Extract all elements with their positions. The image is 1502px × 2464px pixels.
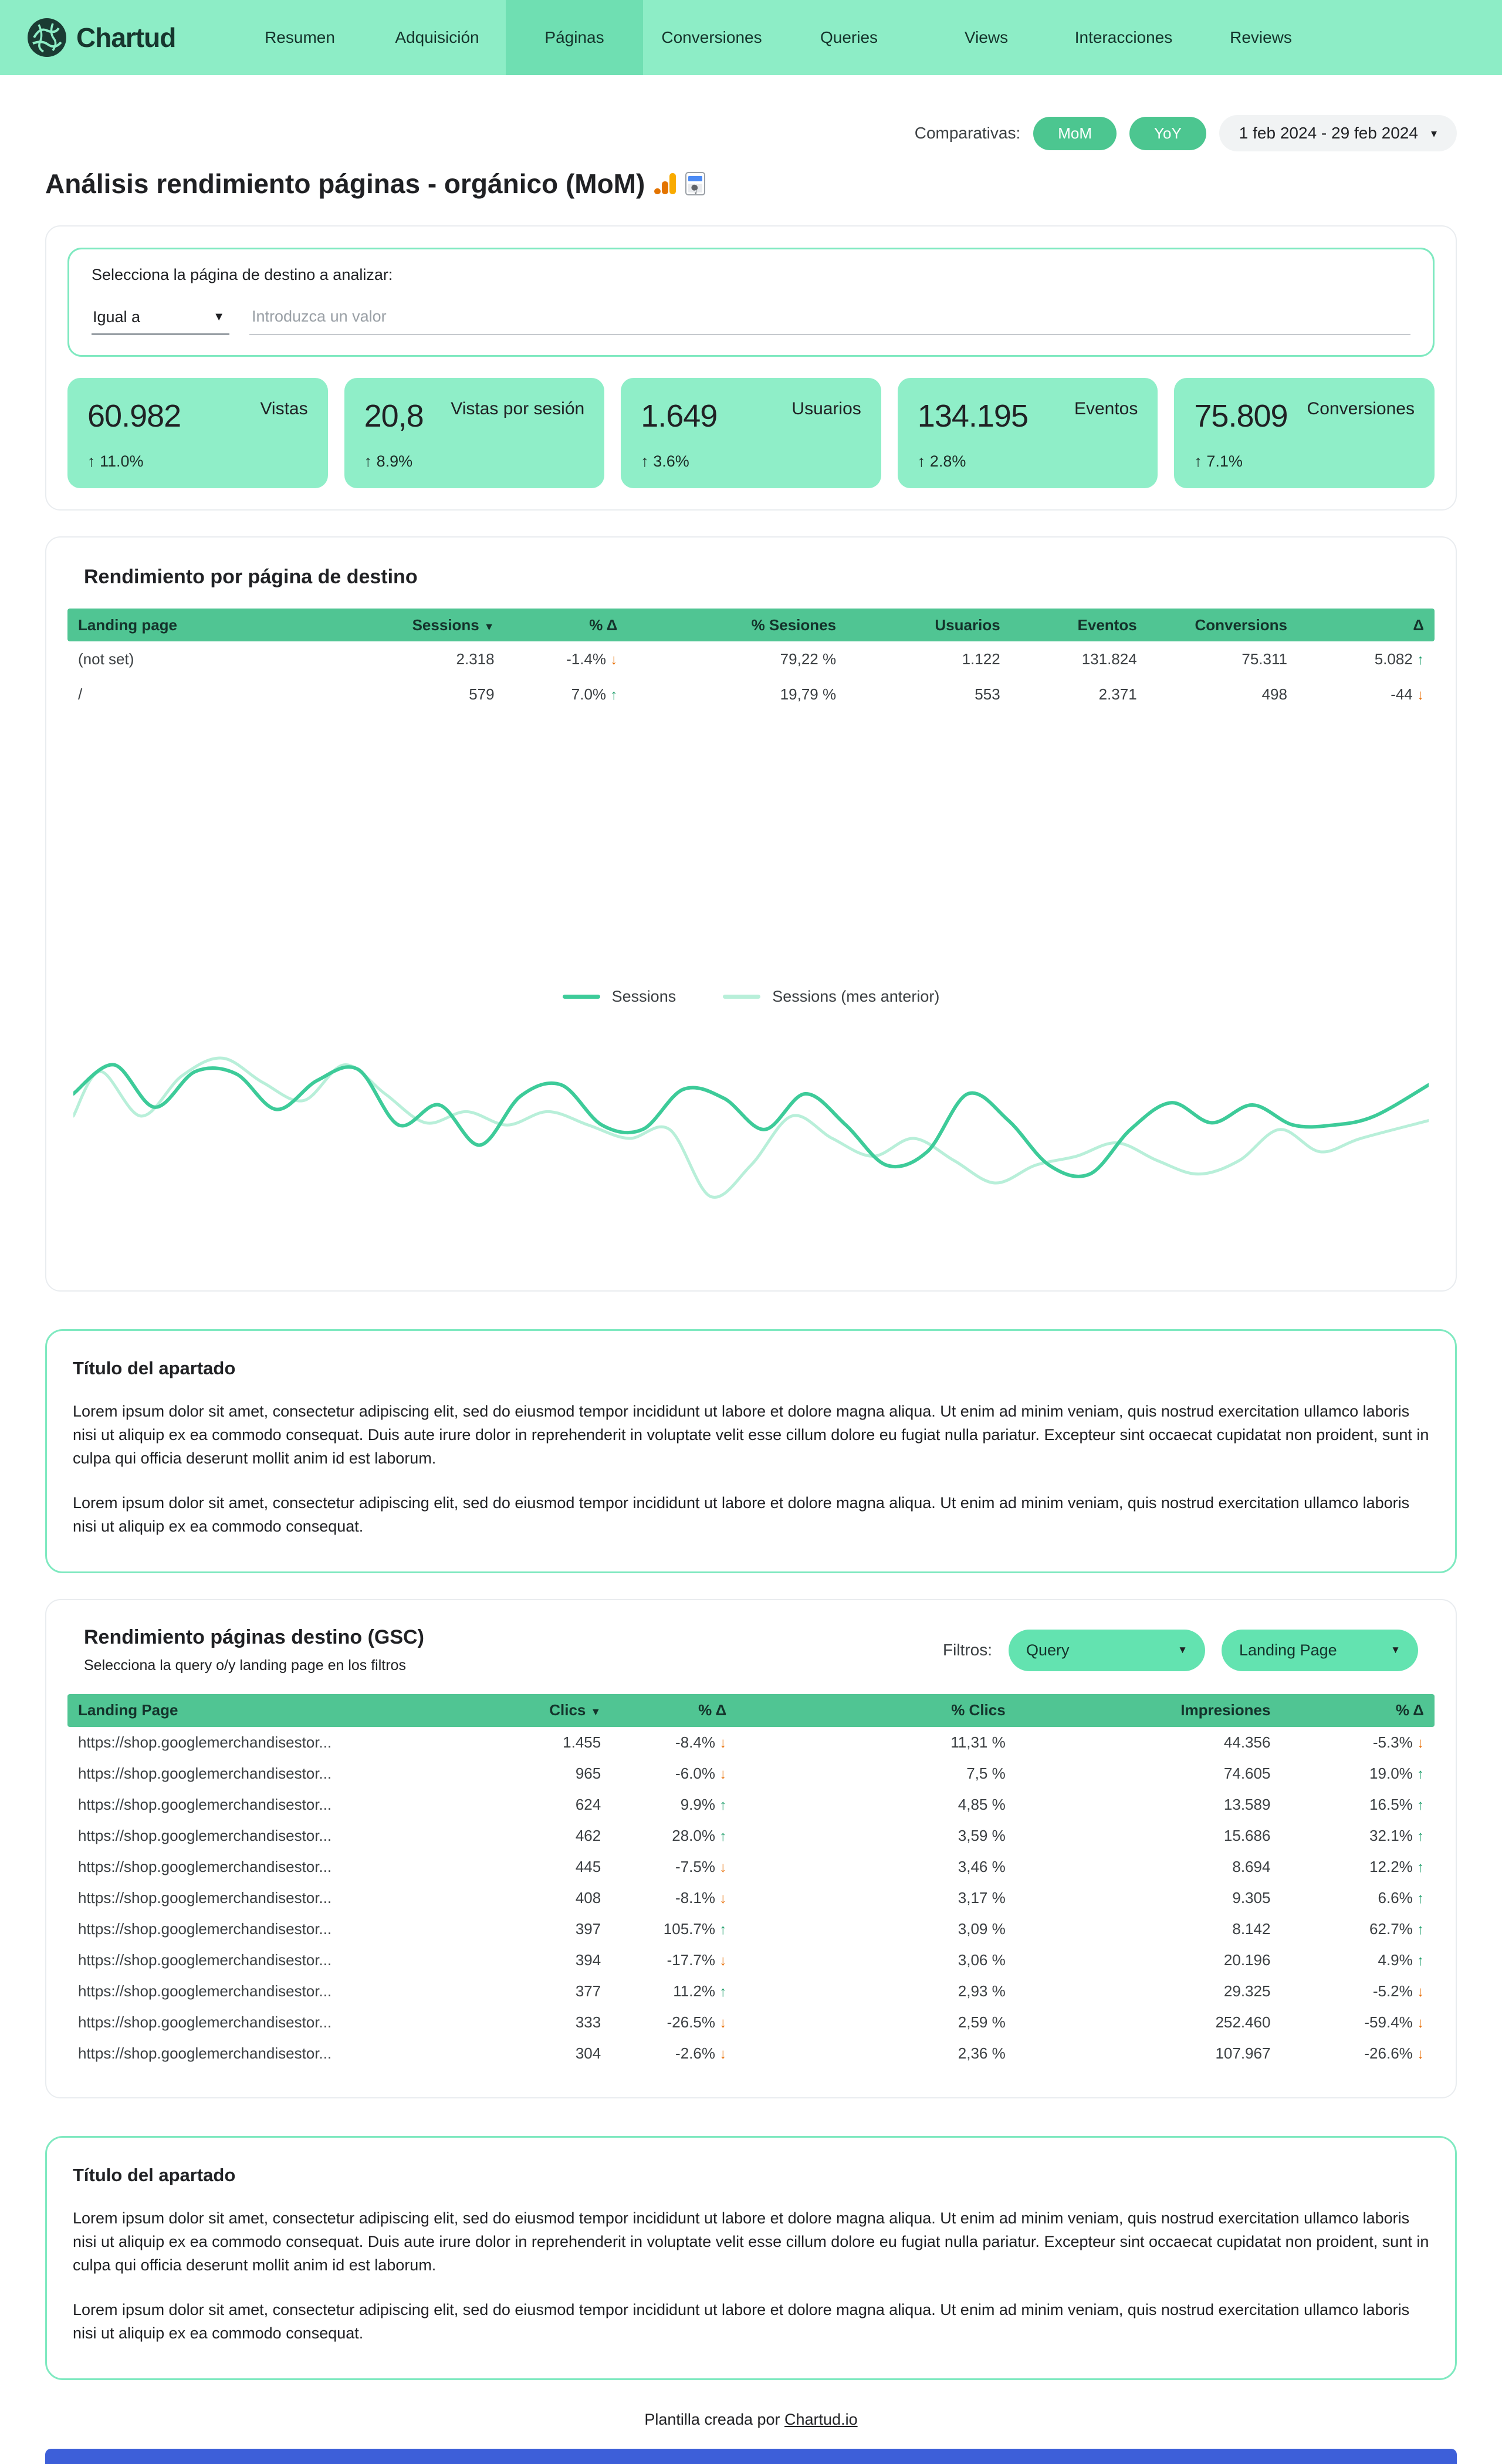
table-cell: https://shop.googlemerchandisestor... <box>78 1888 332 1907</box>
bottom-blue-bar <box>45 2449 1457 2464</box>
chartud-logo[interactable] <box>26 16 219 59</box>
tab-queries[interactable]: Queries <box>780 0 918 75</box>
delta-cell: 5.082 ↑ <box>1374 650 1424 668</box>
down-arrow-icon: ↓ <box>719 1735 727 1751</box>
page-title <box>45 168 1457 200</box>
delta-cell: 11.2% ↑ <box>673 1982 727 2000</box>
table-cell: 29.325 <box>1223 1982 1271 2000</box>
down-arrow-icon: ↓ <box>1417 2046 1424 2062</box>
delta-cell: 9.9% ↑ <box>680 1795 727 1813</box>
chevron-down-icon: ▼ <box>213 310 225 323</box>
table-cell: https://shop.googlemerchandisestor... <box>78 2013 332 2031</box>
table-row <box>67 2038 1435 2069</box>
up-arrow-icon: ↑ <box>917 452 926 470</box>
chart-line-sessions <box>73 1064 1429 1176</box>
table-cell: 252.460 <box>1215 2013 1271 2031</box>
filter-kpi-card <box>45 225 1457 511</box>
up-arrow-icon: ↑ <box>87 452 96 470</box>
column-header-clics: % Clics <box>737 1694 1016 1727</box>
delta-cell: 7.0% ↑ <box>571 685 618 703</box>
up-arrow-icon: ↑ <box>1417 1828 1424 1844</box>
table-cell: 3,46 % <box>958 1857 1006 1875</box>
gsc-title-block <box>84 1626 424 1674</box>
table-row <box>67 1976 1435 2007</box>
section-note-1 <box>45 1329 1457 1573</box>
delta-cell: -44 ↓ <box>1391 685 1424 703</box>
footer-text: Plantilla creada por <box>644 2410 785 2428</box>
table-cell: 2.318 <box>456 650 495 668</box>
sort-caret-icon: ▼ <box>483 620 495 633</box>
column-header-eventos: Eventos <box>1011 609 1148 641</box>
table-cell: 2,93 % <box>958 1982 1006 2000</box>
top-nav <box>0 0 1502 75</box>
note-paragraph: Lorem ipsum dolor sit amet, consectetur adipiscing elit, sed do eiusmod tempor incididunt ut labore et dolore magna aliqua. Ut enim ad minim veniam, quis nostrud exercitation ullamco laboris nisi ut aliquip ex ea commodo consequat. <box>73 1493 1410 1535</box>
kpi-delta: ↑ 11.0% <box>87 452 144 470</box>
up-arrow-icon: ↑ <box>719 1828 727 1844</box>
column-header-impresiones: Impresiones <box>1016 1694 1281 1727</box>
filter-value-input[interactable] <box>249 304 1410 335</box>
table-cell: 553 <box>975 685 1000 703</box>
down-arrow-icon: ↓ <box>1417 2015 1424 2031</box>
kpi-value: 1.649 <box>641 398 718 434</box>
delta-cell: -1.4% ↓ <box>566 650 618 668</box>
kpi-card-vistas-por-sesion <box>344 378 605 488</box>
table-row <box>67 1727 1435 1758</box>
table-cell: 2,59 % <box>958 2013 1006 2031</box>
column-header-: % Δ <box>1281 1694 1435 1727</box>
table-cell: 579 <box>469 685 495 703</box>
delta-cell: 16.5% ↑ <box>1369 1795 1424 1813</box>
gsc-title: Rendimiento páginas destino (GSC) <box>84 1625 424 1648</box>
gsc-filters <box>943 1630 1418 1671</box>
up-arrow-icon: ↑ <box>1417 1952 1424 1969</box>
table-cell: 445 <box>575 1857 601 1875</box>
down-arrow-icon: ↓ <box>719 2046 727 2062</box>
gsc-subtitle: Selecciona la query o/y landing page en los filtros <box>84 1657 406 1674</box>
table-row <box>67 1789 1435 1820</box>
table-cell: https://shop.googlemerchandisestor... <box>78 1764 332 1782</box>
google-analytics-icon <box>653 171 679 197</box>
footer <box>45 2411 1457 2429</box>
chartud-link[interactable]: Chartud.io <box>784 2410 858 2428</box>
table-cell: 2,36 % <box>958 2044 1006 2062</box>
table-cell: 11,31 % <box>950 1733 1006 1751</box>
gsc-table <box>67 1694 1435 2069</box>
delta-cell: -8.4% ↓ <box>675 1733 727 1751</box>
gsc-header <box>67 1626 1435 1674</box>
column-header-sesiones: % Sesiones <box>628 609 847 641</box>
table-cell: 8.142 <box>1232 1919 1271 1938</box>
tab-adquisicion[interactable]: Adquisición <box>368 0 506 75</box>
delta-cell: 32.1% ↑ <box>1369 1826 1424 1844</box>
sessions-chart <box>67 1027 1435 1253</box>
tab-resumen[interactable]: Resumen <box>231 0 368 75</box>
table-cell: https://shop.googlemerchandisestor... <box>78 1857 332 1875</box>
kpi-label: Vistas <box>260 399 308 418</box>
down-arrow-icon: ↓ <box>719 1952 727 1969</box>
table-cell: 3,17 % <box>958 1888 1006 1907</box>
kpi-label: Conversiones <box>1307 399 1415 418</box>
table-cell: 394 <box>575 1951 601 1969</box>
landing-performance-card <box>45 536 1457 1292</box>
table-cell: 13.589 <box>1223 1795 1271 1813</box>
up-arrow-icon: ↑ <box>719 1921 727 1938</box>
delta-cell: -5.3% ↓ <box>1372 1733 1424 1751</box>
operator-value: Igual a <box>93 308 141 326</box>
table-cell: 74.605 <box>1223 1764 1271 1782</box>
delta-cell: -26.6% ↓ <box>1364 2044 1424 2062</box>
up-arrow-icon: ↑ <box>719 1983 727 2000</box>
table-cell: 131.824 <box>1081 650 1137 668</box>
kpi-card-conversiones <box>1174 378 1435 488</box>
delta-cell: -8.1% ↓ <box>675 1888 727 1907</box>
column-header-usuarios: Usuarios <box>847 609 1011 641</box>
delta-cell: 105.7% ↑ <box>663 1919 727 1938</box>
table-cell: 7,5 % <box>966 1764 1006 1782</box>
up-arrow-icon: ↑ <box>1417 1766 1424 1782</box>
table-cell: 304 <box>575 2044 601 2062</box>
delta-cell: 62.7% ↑ <box>1369 1919 1424 1938</box>
up-arrow-icon: ↑ <box>641 452 649 470</box>
table-cell: 3,59 % <box>958 1826 1006 1844</box>
column-header-landing-page: Landing page <box>67 609 368 641</box>
delta-cell: -26.5% ↓ <box>667 2013 727 2031</box>
table-cell: https://shop.googlemerchandisestor... <box>78 1795 332 1813</box>
table-cell: 965 <box>575 1764 601 1782</box>
table-row <box>67 641 1435 677</box>
down-arrow-icon: ↓ <box>1417 1983 1424 2000</box>
table-cell: 3,09 % <box>958 1919 1006 1938</box>
column-header-sessions[interactable]: Sessions ▼ <box>368 609 505 641</box>
down-arrow-icon: ↓ <box>610 651 618 668</box>
column-header-landing-page: Landing Page <box>67 1694 486 1727</box>
column-header-: % Δ <box>505 609 628 641</box>
column-header-conversions: Conversions <box>1148 609 1298 641</box>
legend-item-sessions <box>563 988 676 1006</box>
table-cell: 4,85 % <box>958 1795 1006 1813</box>
table-row <box>67 1914 1435 1945</box>
kpi-delta: ↑ 2.8% <box>917 452 966 470</box>
tab-views[interactable]: Views <box>918 0 1055 75</box>
chart-legend <box>67 988 1435 1006</box>
up-arrow-icon: ↑ <box>610 687 618 703</box>
table-row <box>67 2007 1435 2038</box>
date-range-label: 1 feb 2024 - 29 feb 2024 <box>1239 124 1418 142</box>
filter-controls <box>92 304 1410 335</box>
mom-button[interactable]: MoM <box>1033 117 1117 150</box>
table-cell: 377 <box>575 1982 601 2000</box>
kpi-card-eventos <box>898 378 1158 488</box>
table-cell: 397 <box>575 1919 601 1938</box>
tab-reviews[interactable]: Reviews <box>1192 0 1330 75</box>
down-arrow-icon: ↓ <box>719 2015 727 2031</box>
table-row <box>67 1758 1435 1789</box>
table-cell: 2.371 <box>1098 685 1137 703</box>
table-cell: (not set) <box>78 650 134 668</box>
legend-label: Sessions <box>611 988 676 1005</box>
delta-cell: -2.6% ↓ <box>675 2044 727 2062</box>
down-arrow-icon: ↓ <box>719 1766 727 1782</box>
table-cell: 1.122 <box>962 650 1000 668</box>
up-arrow-icon: ↑ <box>1417 1797 1424 1813</box>
up-arrow-icon: ↑ <box>1417 651 1424 668</box>
date-range-selector[interactable] <box>1219 115 1457 151</box>
delta-cell: 28.0% ↑ <box>672 1826 727 1844</box>
table-cell: 624 <box>575 1795 601 1813</box>
table-cell: https://shop.googlemerchandisestor... <box>78 1919 332 1938</box>
gsc-table-header-row <box>67 1694 1435 1727</box>
down-arrow-icon: ↓ <box>1417 687 1424 703</box>
up-arrow-icon: ↑ <box>1417 1859 1424 1875</box>
delta-cell: 4.9% ↑ <box>1378 1951 1424 1969</box>
landing-page-filter-dropdown[interactable] <box>1222 1630 1418 1671</box>
kpi-value: 75.809 <box>1194 398 1288 434</box>
table-cell: https://shop.googlemerchandisestor... <box>78 1951 332 1969</box>
table-cell: https://shop.googlemerchandisestor... <box>78 1982 332 2000</box>
kpi-delta: ↑ 8.9% <box>364 452 413 470</box>
delta-cell: -17.7% ↓ <box>667 1951 727 1969</box>
note-title: Título del apartado <box>73 2164 236 2185</box>
title-icons <box>653 171 708 197</box>
landing-table-header-row <box>67 609 1435 641</box>
legend-label: Sessions (mes anterior) <box>772 988 940 1005</box>
table-cell: 333 <box>575 2013 601 2031</box>
query-filter-dropdown[interactable] <box>1009 1630 1205 1671</box>
table-cell: 3,06 % <box>958 1951 1006 1969</box>
landing-page-filter-box <box>67 248 1435 357</box>
landing-table <box>67 609 1435 712</box>
kpi-label: Vistas por sesión <box>451 399 585 418</box>
chevron-down-icon: ▼ <box>1391 1644 1400 1656</box>
down-arrow-icon: ↓ <box>719 1890 727 1907</box>
legend-item-sessions-mes-anterior <box>723 988 939 1006</box>
kpi-card-usuarios <box>621 378 881 488</box>
up-arrow-icon: ↑ <box>1417 1890 1424 1907</box>
legend-swatch <box>723 995 760 999</box>
up-arrow-icon: ↑ <box>1194 452 1202 470</box>
logo-text: Chartud <box>76 22 176 53</box>
delta-cell: -6.0% ↓ <box>675 1764 727 1782</box>
delta-cell: -7.5% ↓ <box>675 1857 727 1875</box>
table-cell: 462 <box>575 1826 601 1844</box>
table-cell: https://shop.googlemerchandisestor... <box>78 2044 332 2062</box>
column-header-clics[interactable]: Clics ▼ <box>486 1694 611 1727</box>
delta-cell: 6.6% ↑ <box>1378 1888 1424 1907</box>
nav-tabs <box>231 0 1330 75</box>
search-console-icon <box>682 171 708 197</box>
kpi-delta: ↑ 3.6% <box>641 452 689 470</box>
down-arrow-icon: ↓ <box>719 1859 727 1875</box>
landing-table-title: Rendimiento por página de destino <box>84 566 418 588</box>
table-cell: / <box>78 685 83 703</box>
note-paragraph: Lorem ipsum dolor sit amet, consectetur adipiscing elit, sed do eiusmod tempor incididunt ut labore et dolore magna aliqua. Ut enim ad minim veniam, quis nostrud exercitation ullamco laboris nisi ut aliquip ex ea commodo consequat. Duis aute irure dolor in reprehenderit in voluptate velit esse cillum dolore eu fugiat nulla pariatur. Excepteur sint occaecat cupidatat non proident, sunt in culpa qui officia deserunt mollit anim id est laborum. <box>73 1402 1429 1467</box>
delta-cell: 19.0% ↑ <box>1369 1764 1424 1782</box>
table-cell: 1.455 <box>563 1733 601 1751</box>
up-arrow-icon: ↑ <box>719 1797 727 1813</box>
comparativas-label: Comparativas: <box>914 124 1021 142</box>
table-row <box>67 677 1435 712</box>
chevron-down-icon: ▼ <box>1178 1644 1188 1656</box>
table-cell: 9.305 <box>1232 1888 1271 1907</box>
kpi-row <box>67 378 1435 488</box>
table-cell: 15.686 <box>1223 1826 1271 1844</box>
table-cell: 75.311 <box>1241 650 1287 668</box>
filters-label: Filtros: <box>943 1641 992 1659</box>
chevron-down-icon: ▾ <box>1430 127 1437 140</box>
column-header-: % Δ <box>611 1694 737 1727</box>
table-cell: 408 <box>575 1888 601 1907</box>
filter-label: Selecciona la página de destino a analizar: <box>92 266 393 283</box>
table-cell: 19,79 % <box>780 685 837 703</box>
kpi-card-vistas <box>67 378 328 488</box>
section-note-2 <box>45 2136 1457 2380</box>
up-arrow-icon: ↑ <box>364 452 373 470</box>
tab-conversiones[interactable]: Conversiones <box>643 0 780 75</box>
table-cell: 79,22 % <box>780 650 837 668</box>
table-row <box>67 1882 1435 1914</box>
note-paragraph: Lorem ipsum dolor sit amet, consectetur adipiscing elit, sed do eiusmod tempor incididunt ut labore et dolore magna aliqua. Ut enim ad minim veniam, quis nostrud exercitation ullamco laboris nisi ut aliquip ex ea commodo consequat. <box>73 2300 1410 2342</box>
yoy-button[interactable]: YoY <box>1129 117 1206 150</box>
table-cell: 107.967 <box>1215 2044 1271 2062</box>
table-cell: 498 <box>1261 685 1287 703</box>
table-cell: 8.694 <box>1232 1857 1271 1875</box>
kpi-label: Eventos <box>1074 399 1138 418</box>
note-paragraph: Lorem ipsum dolor sit amet, consectetur adipiscing elit, sed do eiusmod tempor incididunt ut labore et dolore magna aliqua. Ut enim ad minim veniam, quis nostrud exercitation ullamco laboris nisi ut aliquip ex ea commodo consequat. Duis aute irure dolor in reprehenderit in voluptate velit esse cillum dolore eu fugiat nulla pariatur. Excepteur sint occaecat cupidatat non proident, sunt in culpa qui officia deserunt mollit anim id est laborum. <box>73 2209 1429 2274</box>
delta-cell: -5.2% ↓ <box>1372 1982 1424 2000</box>
tab-paginas[interactable]: Páginas <box>506 0 643 75</box>
query-filter-label: Query <box>1026 1641 1070 1659</box>
delta-cell: -59.4% ↓ <box>1364 2013 1424 2031</box>
landing-page-filter-label: Landing Page <box>1239 1641 1337 1659</box>
table-cell: https://shop.googlemerchandisestor... <box>78 1733 332 1751</box>
delta-cell: 12.2% ↑ <box>1369 1857 1424 1875</box>
table-cell: https://shop.googlemerchandisestor... <box>78 1826 332 1844</box>
gsc-card <box>45 1599 1457 2098</box>
sort-caret-icon: ▼ <box>590 1706 601 1718</box>
kpi-label: Usuarios <box>791 399 861 418</box>
kpi-delta: ↑ 7.1% <box>1194 452 1243 470</box>
column-header-: Δ <box>1298 609 1435 641</box>
up-arrow-icon: ↑ <box>1417 1921 1424 1938</box>
table-cell: 44.356 <box>1223 1733 1271 1751</box>
table-row <box>67 1851 1435 1882</box>
kpi-value: 134.195 <box>917 398 1028 434</box>
table-row <box>67 1820 1435 1851</box>
kpi-value: 20,8 <box>364 398 424 434</box>
down-arrow-icon: ↓ <box>1417 1735 1424 1751</box>
comparatives-toolbar <box>45 115 1457 151</box>
legend-swatch <box>563 995 600 999</box>
operator-select[interactable] <box>92 305 229 335</box>
note-title: Título del apartado <box>73 1358 236 1378</box>
tab-interacciones[interactable]: Interacciones <box>1055 0 1192 75</box>
chartud-logo-icon <box>26 16 68 59</box>
table-row <box>67 1945 1435 1976</box>
page-title-text: Análisis rendimiento páginas - orgánico (MoM) <box>45 168 645 199</box>
table-cell: 20.196 <box>1223 1951 1271 1969</box>
kpi-value: 60.982 <box>87 398 181 434</box>
chart-line-sessions-mes-anterior <box>73 1058 1429 1197</box>
